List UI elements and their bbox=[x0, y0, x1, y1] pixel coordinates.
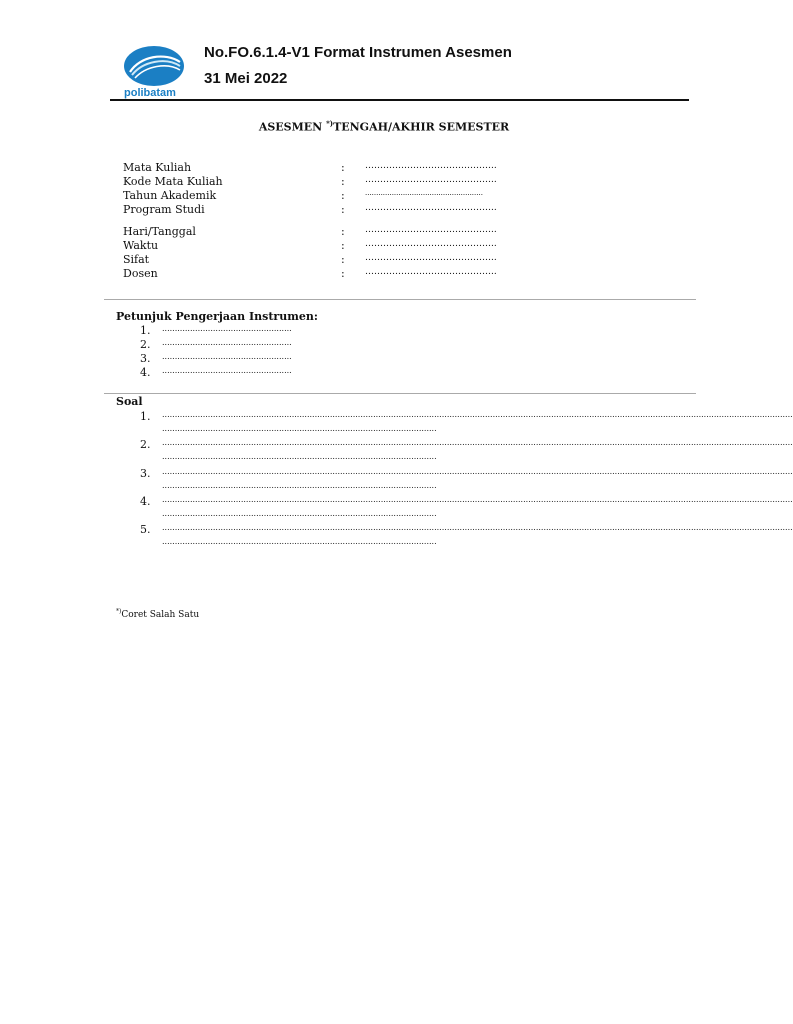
field-kode-mata-kuliah bbox=[123, 175, 523, 189]
instruction-item bbox=[140, 324, 340, 338]
field-colon: : bbox=[341, 175, 345, 188]
field-colon: : bbox=[341, 161, 345, 174]
field-label: Program Studi bbox=[123, 203, 205, 216]
instruction-text: ................................................... bbox=[162, 324, 292, 333]
field-colon: : bbox=[341, 267, 345, 280]
field-value: …………………………………….. bbox=[365, 161, 497, 171]
field-colon: : bbox=[341, 253, 345, 266]
instructions-title: Petunjuk Pengerjaan Instrumen: bbox=[116, 310, 318, 323]
field-value: …………………………………….. bbox=[365, 175, 497, 185]
instruction-item bbox=[140, 366, 340, 380]
section-divider bbox=[104, 299, 696, 300]
question-item bbox=[140, 410, 793, 438]
field-waktu bbox=[123, 239, 523, 253]
questions-title: Soal bbox=[116, 395, 143, 408]
question-line: ........................................................................................................................................................................................................................................................ bbox=[162, 467, 793, 476]
field-hari-tanggal bbox=[123, 225, 523, 239]
field-colon: : bbox=[341, 239, 345, 252]
polibatam-logo bbox=[110, 44, 190, 100]
header-divider bbox=[110, 99, 689, 101]
field-label: Kode Mata Kuliah bbox=[123, 175, 223, 188]
field-tahun-akademik bbox=[123, 189, 523, 203]
question-item bbox=[140, 523, 793, 551]
field-program-studi bbox=[123, 203, 523, 217]
field-value: …………………………………….. bbox=[365, 253, 497, 263]
logo-wordmark: polibatam bbox=[124, 87, 176, 99]
question-line: ............................................................................................................ bbox=[162, 424, 437, 433]
question-line: ............................................................................................................ bbox=[162, 481, 437, 490]
instruction-number: 2. bbox=[140, 338, 151, 351]
instruction-text: ................................................... bbox=[162, 338, 292, 347]
footnote-mark: *) bbox=[116, 608, 122, 615]
field-value: …………………………………….. bbox=[365, 239, 497, 249]
question-number: 4. bbox=[140, 495, 151, 508]
instruction-number: 3. bbox=[140, 352, 151, 365]
field-value: ..................................................... bbox=[365, 189, 483, 197]
instruction-item bbox=[140, 352, 340, 366]
instruction-number: 1. bbox=[140, 324, 151, 337]
field-colon: : bbox=[341, 189, 345, 202]
field-mata-kuliah bbox=[123, 161, 523, 175]
question-line: ........................................................................................................................................................................................................................................................ bbox=[162, 438, 793, 447]
field-label: Waktu bbox=[123, 239, 159, 252]
footnote-text: Coret Salah Satu bbox=[121, 610, 200, 620]
field-colon: : bbox=[341, 203, 345, 216]
title-prefix: ASESMEN bbox=[258, 120, 327, 134]
instruction-text: ................................................... bbox=[162, 352, 292, 361]
question-number: 5. bbox=[140, 523, 151, 536]
form-number: No.FO.6.1.4-V1 Format Instrumen Asesmen bbox=[204, 44, 512, 61]
question-number: 3. bbox=[140, 467, 151, 480]
field-label: Tahun Akademik bbox=[123, 189, 217, 202]
field-label: Dosen bbox=[123, 267, 158, 280]
question-item bbox=[140, 495, 793, 523]
question-number: 2. bbox=[140, 438, 151, 451]
instruction-item bbox=[140, 338, 340, 352]
field-value: …………………………………….. bbox=[365, 225, 497, 235]
field-colon: : bbox=[341, 225, 345, 238]
field-value: …………………………………….. bbox=[365, 203, 497, 213]
document-title bbox=[0, 119, 768, 134]
section-divider bbox=[104, 393, 696, 394]
question-line: ............................................................................................................ bbox=[162, 452, 437, 461]
question-line: ........................................................................................................................................................................................................................................................ bbox=[162, 410, 793, 419]
field-value: …………………………………….. bbox=[365, 267, 497, 277]
title-footnote-mark: *) bbox=[326, 119, 334, 128]
field-label: Sifat bbox=[123, 253, 150, 266]
footnote bbox=[116, 608, 199, 620]
question-line: ............................................................................................................ bbox=[162, 537, 437, 546]
instruction-number: 4. bbox=[140, 366, 151, 379]
field-sifat bbox=[123, 253, 523, 267]
field-label: Mata Kuliah bbox=[123, 161, 192, 174]
form-date: 31 Mei 2022 bbox=[204, 70, 288, 87]
question-line: ........................................................................................................................................................................................................................................................ bbox=[162, 495, 793, 504]
field-dosen bbox=[123, 267, 523, 281]
title-suffix: TENGAH/AKHIR SEMESTER bbox=[333, 120, 510, 134]
question-item bbox=[140, 438, 793, 466]
instruction-text: ................................................... bbox=[162, 366, 292, 375]
question-line: ........................................................................................................................................................................................................................................................ bbox=[162, 523, 793, 532]
question-item bbox=[140, 467, 793, 495]
question-number: 1. bbox=[140, 410, 151, 423]
field-label: Hari/Tanggal bbox=[123, 225, 196, 238]
question-line: ............................................................................................................ bbox=[162, 509, 437, 518]
